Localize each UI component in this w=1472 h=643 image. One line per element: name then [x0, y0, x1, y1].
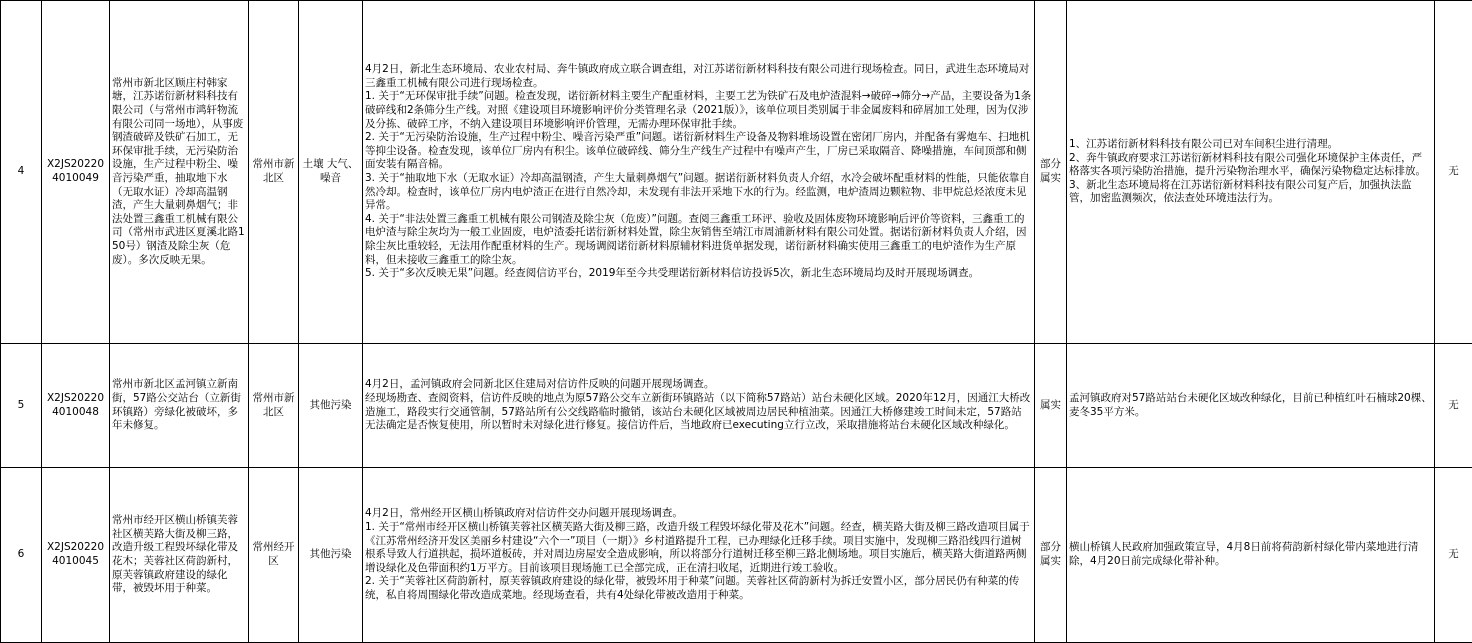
investigation-item: 经现场勘查、查阅资料，信访件反映的地点为原57路公交车立新街环镇路站（以下简称57路站）站台未硬化区域。2020年12月，因通江大桥改造施工，路段实行交通管制，57路站所有公交线路临时撤销，该站台未硬化区域被周边居民种植油菜。因通江大桥修建竣工时间未定，57路站无法确定是否恢复使用，所以暂时未对绿化进行修复。接信访件后，当地政府已executing立行立改，采取措施将站台未硬化区域改种绿化。	[365, 391, 1031, 432]
investigation-intro: 4月2日，新北生态环境局、农业农村局、奔牛镇政府成立联合调查组，对江苏诺衍新材料科技有限公司进行现场检查。同日，武进生态环境局对三鑫重工机械有限公司进行现场检查。	[365, 63, 1030, 89]
row-number: 5	[1, 344, 42, 468]
investigation-result	[363, 344, 1035, 468]
accountability: 无	[1435, 468, 1472, 643]
complaint-code: X2JS20220 4010048	[42, 344, 110, 468]
pollution-type: 其他污染	[299, 344, 363, 468]
handling-result	[1067, 468, 1435, 643]
handling-item: 横山桥镇人民政府加强政策宣导，4月8日前将荷韵新村绿化带内菜地进行清除，4月20日前完成绿化带补种。	[1069, 541, 1419, 567]
pollution-type: 土壤 大气、噪音	[299, 1, 363, 344]
table-row	[1, 344, 1472, 468]
handling-item: 2、奔牛镇政府要求江苏诺衍新材料科技有限公司强化环境保护主体责任，严格落实各项污染防治措施，提升污染物治理水平，确保污染物稳定达标排放。	[1069, 151, 1426, 178]
complaint-content: 常州市新北区孟河镇立新南街，57路公交站台（立新街环镇路）旁绿化被破坏，多年未修复。	[110, 344, 249, 468]
admin-area: 常州市新北区	[249, 344, 299, 468]
verification-status: 属实	[1035, 344, 1067, 468]
investigation-item: 1. 关于“常州市经开区横山桥镇芙蓉社区横芙路大街及柳三路，改造升级工程毁坏绿化带及花木”问题。经查，横芙路大街及柳三路改造项目属于《江苏常州经济开发区美丽乡村建设“六个一”项目（一期）》乡村道路提升工程，已办理绿化迁移手续。项目实施中，发现柳三路沿线四行道树根系导致人行道拱起，损坏道板砖，并对周边房屋安全造成影响，所以将部分行道树迁移至柳三路北侧场地。项目实施后，横芙路大街道路两侧增设绿化及色带面积约1万平方。目前该项目现场施工已全部完成，正在清扫收尾，近期进行竣工验收。	[365, 521, 1030, 574]
handling-item: 1、江苏诺衍新材料科技有限公司已对车间积尘进行清理。	[1069, 138, 1339, 151]
investigation-item: 2. 关于“芙蓉社区荷韵新村，原芙蓉镇政府建设的绿化带，被毁坏用于种菜”问题。芙蓉社区荷韵新村为拆迁安置小区，部分居民仍有种菜的传统，私自将周围绿化带改造成菜地。经现场查看，共有4处绿化带被改造用于种菜。	[365, 575, 1020, 601]
handling-item: 3、新北生态环境局将在江苏诺衍新材料科技有限公司复产后，加强执法监管，加密监测频次，依法查处环境违法行为。	[1069, 178, 1412, 205]
investigation-item: 4. 关于“非法处置三鑫重工机械有限公司钢渣及除尘灰（危废）”问题。查阅三鑫重工环评、验收及固体废物环境影响后评价等资料，三鑫重工的电炉渣与除尘灰均为一般工业固废，电炉渣委托诺衍新材料处置，除尘灰销售至靖江市周浦新材料有限公司处置。据诺衍新材料负责人介绍，因除尘灰比重较轻，无法用作配重材料的生产。现场调阅诺衍新材料原辅材料进货单据发现，诺衍新材料确实使用三鑫重工的电炉渣作为生产原料，但未接收三鑫重工的除尘灰。	[365, 212, 1027, 266]
investigation-items	[365, 521, 1032, 603]
complaint-code: X2JS20220 4010049	[42, 1, 110, 344]
investigation-item: 5. 关于“多次反映无果”问题。经查阅信访平台，2019年至今共受理诺衍新材料信访投诉5次，新北生态环境局均及时开展现场调查。	[365, 267, 980, 280]
table-row	[1, 468, 1472, 643]
investigation-item: 2. 关于“无污染防治设施，生产过程中粉尘、噪音污染严重”问题。诺衍新材料生产设备及物料堆场设置在密闭厂房内，并配备有雾炮车、扫地机等抑尘设备。检查发现，该单位厂房内有积尘。该单位破碎线、筛分生产线生产过程中有噪声产生，厂房已采取隔音、降噪措施，车间顶部和侧面安装有隔音棉。	[365, 131, 1030, 171]
table-row	[1, 1, 1472, 344]
investigation-result	[363, 1, 1035, 344]
handling-result	[1067, 344, 1435, 468]
admin-area: 常州市新北区	[249, 1, 299, 344]
complaint-content: 常州市经开区横山桥镇芙蓉社区横芙路大街及柳三路，改造升级工程毁坏绿化带及花木；芙蓉社区荷韵新村，原芙蓉镇政府建设的绿化带，被毁坏用于种菜。	[110, 468, 249, 643]
investigation-items	[365, 392, 1032, 433]
pollution-type: 其他污染	[299, 468, 363, 643]
investigation-item: 3. 关于“抽取地下水（无取水证）冷却高温钢渣，产生大量刺鼻烟气”问题。据诺衍新材料负责人介绍，水冷会破坏配重材料的性能，只能依靠自然冷却。检查时，该单位厂房内电炉渣正在进行自然冷却，未发现有非法开采地下水的行为。经监测，电炉渣周边颗粒物、非甲烷总烃浓度未见异常。	[365, 172, 1030, 212]
investigation-items	[365, 90, 1032, 280]
investigation-item: 1. 关于“无环保审批手续”问题。检查发现，诺衍新材料主要生产配重材料，主要工艺为铁矿石及电炉渣混料→破碎→筛分→产品，主要设备为1条破碎线和2条筛分生产线。对照《建设项目环境影响评价分类管理名录（2021版）》，该单位项目类别属于非金属废料和碎屑加工处理，因为仅涉及分拣、破碎工序，不纳入建设项目环境影响评价管理，无需办理环保审批手续。	[365, 90, 1032, 130]
handling-item: 孟河镇政府对57路站站台未硬化区域改种绿化，目前已种植红叶石楠球20棵、麦冬35平方米。	[1069, 391, 1432, 418]
row-number: 6	[1, 468, 42, 643]
investigation-intro: 4月2日，常州经开区横山桥镇政府对信访件交办问题开展现场调查。	[365, 507, 683, 520]
handling-result	[1067, 1, 1435, 344]
verification-status: 部分属实	[1035, 468, 1067, 643]
complaint-code: X2JS20220 4010045	[42, 468, 110, 643]
accountability: 无	[1435, 344, 1472, 468]
complaint-content: 常州市新北区顾庄村韩家塘，江苏诺衍新材料科技有限公司（与常州市鸿轩物流有限公司同一场地），从事废钢渣破碎及铁矿石加工，无环保审批手续，无污染防治设施，生产过程中粉尘、噪音污染严重，抽取地下水（无取水证）冷却高温钢渣，产生大量刺鼻烟气；非法处置三鑫重工机械有限公司（常州市武进区夏溪北路150号）钢渣及除尘灰（危废）。多次反映无果。	[110, 1, 249, 344]
admin-area: 常州经开区	[249, 468, 299, 643]
accountability: 无	[1435, 1, 1472, 344]
investigation-result	[363, 468, 1035, 643]
verification-status: 部分属实	[1035, 1, 1067, 344]
investigation-intro: 4月2日，孟河镇政府会同新北区住建局对信访件反映的问题开展现场调查。	[365, 378, 715, 391]
row-number: 4	[1, 1, 42, 344]
